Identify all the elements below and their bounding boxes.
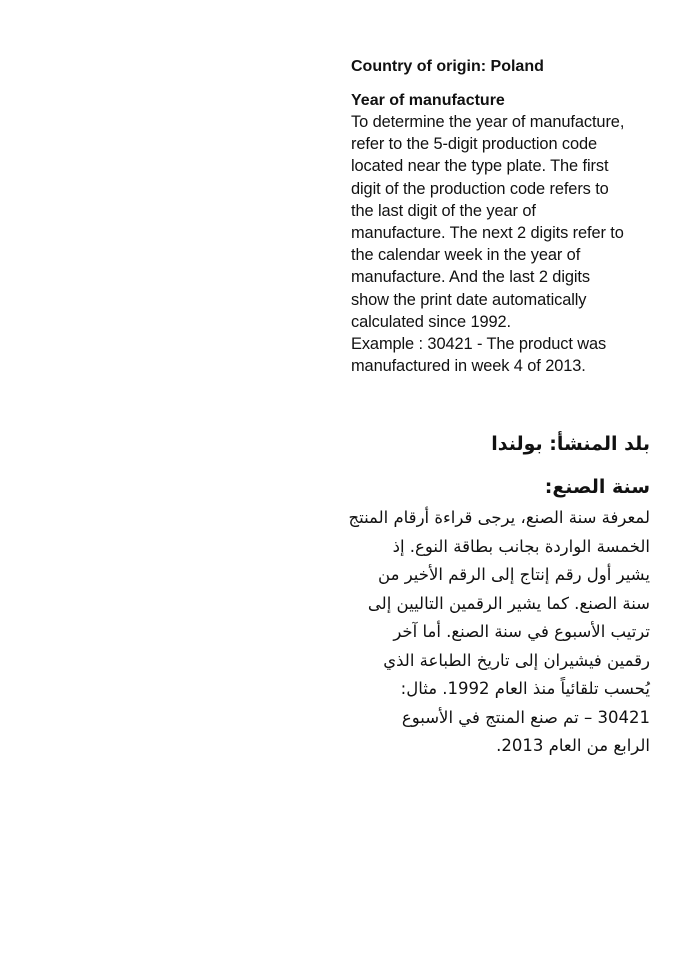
- text-line: manufactured in week 4 of 2013.: [351, 357, 586, 376]
- text-line: يشير أول رقم إنتاج إلى الرقم الأخير من: [378, 565, 650, 584]
- text-line: يُحسب تلقائياً منذ العام 1992. مثال:: [400, 679, 650, 698]
- year-of-manufacture-text-ar: [334, 504, 650, 761]
- text-line: located near the type plate. The first: [351, 157, 609, 176]
- text-line: refer to the 5-digit production code: [351, 135, 598, 154]
- country-of-origin-en: Country of origin: Poland: [351, 58, 544, 75]
- year-of-manufacture-text-en: [351, 111, 653, 377]
- text-line: To determine the year of manufacture,: [351, 113, 625, 131]
- text-line: show the print date automatically: [351, 290, 587, 309]
- text-line: لمعرفة سنة الصنع، يرجى قراءة أرقام المنتج: [348, 508, 650, 527]
- text-line: الرابع من العام 2013.: [496, 736, 650, 755]
- text-line: manufacture. And the last 2 digits: [351, 268, 590, 287]
- text-line: رقمين فيشيران إلى تاريخ الطباعة الذي: [383, 650, 650, 670]
- text-line: the calendar week in the year of: [351, 246, 581, 265]
- year-of-manufacture-heading-en: Year of manufacture: [351, 92, 505, 109]
- text-line: الخمسة الواردة بجانب بطاقة النوع. إذ: [392, 536, 650, 556]
- text-line: the last digit of the year of: [351, 201, 536, 220]
- year-of-manufacture-section-ar: [334, 472, 650, 761]
- year-of-manufacture-section-en: [351, 90, 653, 377]
- text-line: ترتيب الأسبوع في سنة الصنع. أما آخر: [393, 622, 650, 641]
- country-of-origin-ar: بلد المنشأ: بولندا: [491, 433, 650, 455]
- year-of-manufacture-heading-ar: سنة الصنع:: [544, 476, 650, 498]
- text-line: سنة الصنع. كما يشير الرقمين التاليين إلى: [367, 593, 650, 613]
- text-line: Example : 30421 - The product was: [351, 335, 607, 354]
- text-line: manufacture. The next 2 digits refer to: [351, 224, 624, 243]
- text-line: calculated since 1992.: [351, 312, 511, 331]
- text-line: 30421 – تم صنع المنتج في الأسبوع: [401, 707, 650, 727]
- text-line: digit of the production code refers to: [351, 179, 609, 198]
